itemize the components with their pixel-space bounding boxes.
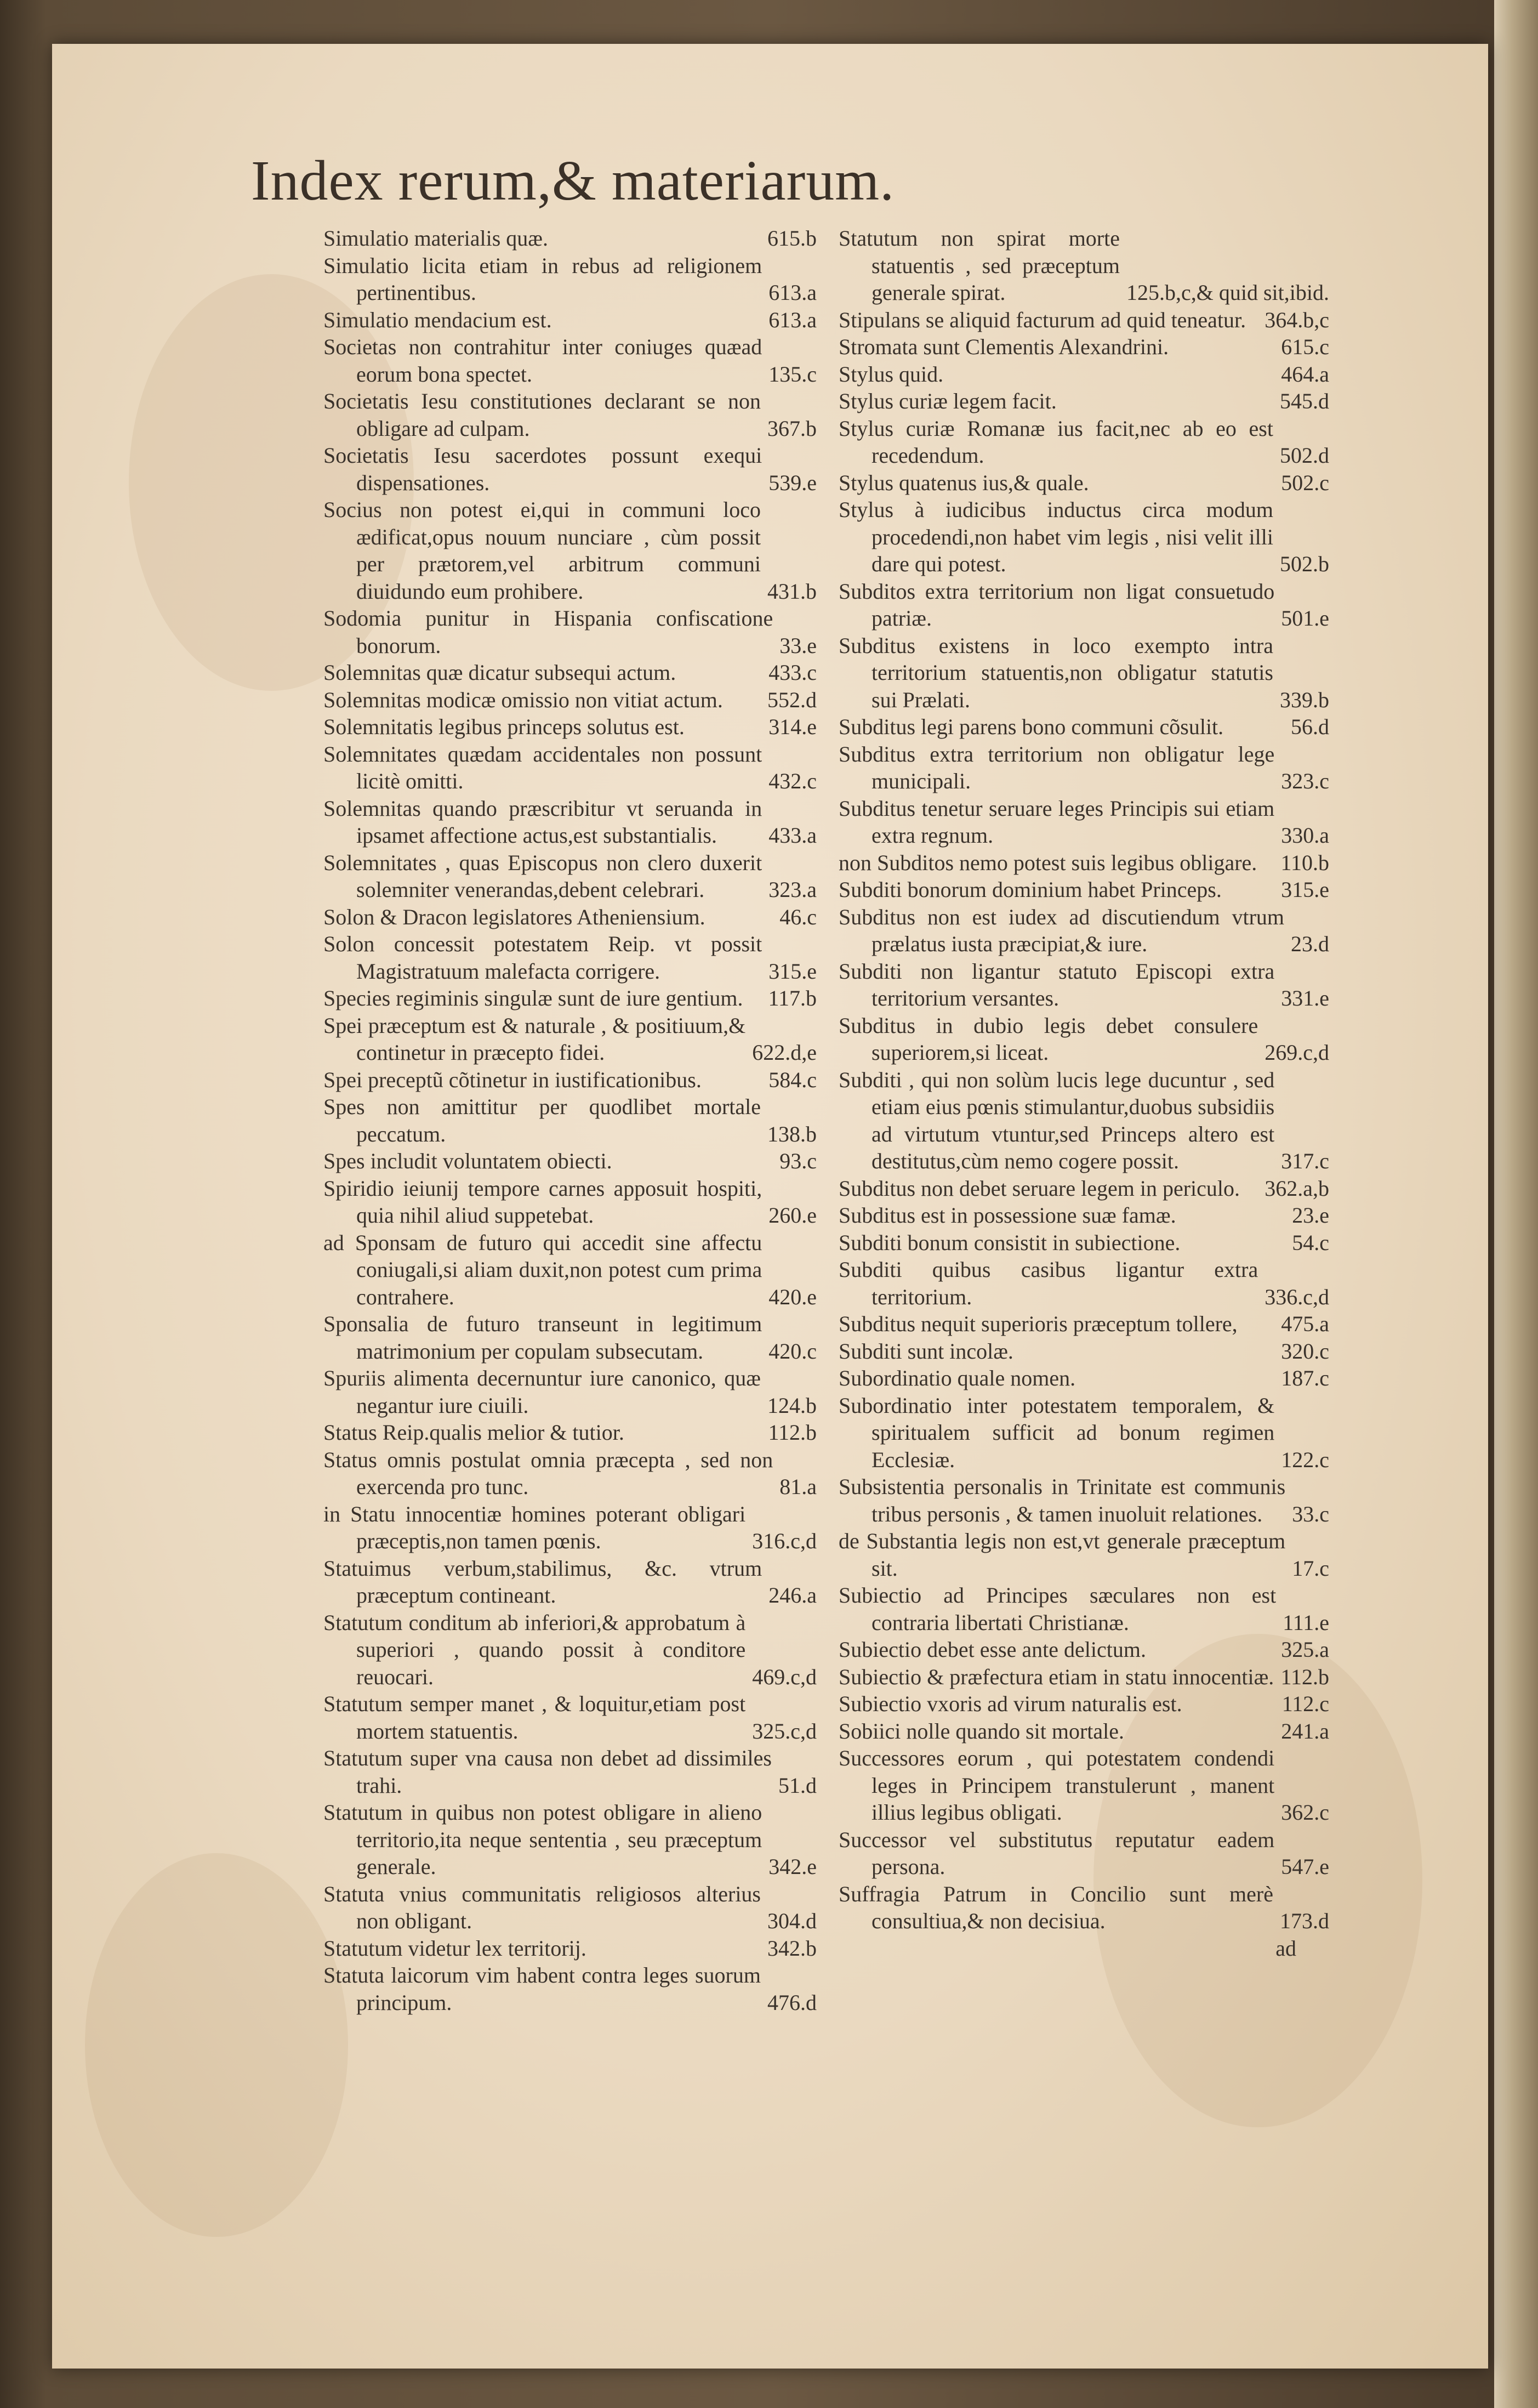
index-entry-text: Stylus à iudicibus inductus circa modum procedendi,non habet vim legis , nisi velit illi dare qui potest.	[839, 497, 1273, 576]
index-entry	[839, 1690, 1329, 1718]
index-entry-text: Subditus in dubio legis debet consulere superiorem,si liceat.	[839, 1013, 1258, 1065]
index-entry-text: Solemnitatis legibus princeps solutus est.	[323, 714, 685, 739]
index-entry-page-ref: 323.c	[1281, 769, 1329, 793]
index-entry-text: Subiectio vxoris ad virum naturalis est.	[839, 1691, 1182, 1716]
index-entry-page-ref: 469.c,d	[752, 1664, 817, 1689]
index-entry-page-ref: 362.c	[1281, 1800, 1329, 1825]
index-entry-page-ref: 420.c	[768, 1338, 817, 1364]
index-entry-text: Subiectio & præfectura etiam in statu innocentiæ.	[839, 1664, 1274, 1689]
index-entry-page-ref: 260.e	[768, 1203, 817, 1228]
index-entry-text: Sponsalia de futuro transeunt in legitimum matrimonium per copulam subsecutam.	[323, 1311, 762, 1364]
index-entry-text: Societatis Iesu constitutiones declarant se non obligare ad culpam.	[323, 389, 761, 441]
index-entry	[323, 904, 817, 931]
index-entry-page-ref: 317.c	[1281, 1149, 1329, 1173]
index-entry-text: Subsistentia personalis in Trinitate est communis tribus personis , & tamen inuoluit relationes.	[839, 1474, 1286, 1526]
index-entry-text: Subditi bonorum dominium habet Princeps.	[839, 877, 1222, 902]
page-title: Index rerum,& materiarum.	[250, 149, 895, 212]
index-entry	[839, 1718, 1329, 1745]
index-entry	[839, 1066, 1329, 1175]
index-entry-text: Stylus quid.	[839, 361, 944, 387]
index-entry-page-ref: 315.e	[768, 958, 817, 984]
index-entry-text: non Subditos nemo potest suis legibus obligare.	[839, 850, 1257, 875]
index-entry-text: Subditi sunt incolæ.	[839, 1338, 1013, 1364]
index-entry-page-ref: 539.e	[768, 470, 817, 495]
index-entry-page-ref: 56.d	[1291, 714, 1329, 739]
index-entry-text: Spes non amittitur per quodlibet mortale peccatum.	[323, 1094, 761, 1146]
index-entry-page-ref: 547.e	[1281, 1854, 1329, 1879]
index-entry	[323, 1175, 817, 1229]
index-entry	[323, 1881, 817, 1935]
index-entry-page-ref: 110.b	[1280, 850, 1329, 875]
index-entry-page-ref: 54.c	[1292, 1230, 1329, 1255]
index-entry-page-ref: 475.a	[1281, 1311, 1329, 1336]
left-index-column	[323, 225, 817, 2016]
index-entry-text: Statutum videtur lex territorij.	[323, 1935, 586, 1961]
index-entry-page-ref: 81.a	[779, 1474, 817, 1499]
index-entry	[323, 795, 817, 849]
index-entry-text: Spei præceptum est & naturale , & positiuum,& continetur in præcepto fidei.	[323, 1013, 746, 1065]
index-entry-text: Suffragia Patrum in Concilio sunt merè consultiua,& non decisiua.	[839, 1881, 1273, 1933]
index-entry-text: Subditus nequit superioris præceptum tollere,	[839, 1311, 1238, 1336]
index-entry	[839, 958, 1329, 1012]
index-entry-page-ref: 93.c	[779, 1149, 817, 1173]
index-entry-text: Status Reip.qualis melior & tutior.	[323, 1420, 624, 1445]
index-entry	[323, 849, 817, 904]
index-entry	[323, 1012, 817, 1066]
index-entry-page-ref: 17.c	[1292, 1555, 1329, 1581]
index-entry-text: Successores eorum , qui potestatem condendi leges in Principem transtulerunt , manent illius legibus obligati.	[839, 1746, 1275, 1825]
index-entry-page-ref: 339.b	[1280, 687, 1329, 712]
index-entry-text: Statuta vnius communitatis religiosos alterius non obligant.	[323, 1881, 761, 1933]
index-entry-text: Stylus quatenus ius,& quale.	[839, 470, 1089, 495]
index-entry-page-ref: 501.e	[1281, 606, 1329, 631]
index-entry-page-ref: 432.c	[768, 769, 817, 793]
index-entry-text: Subditus non debet seruare legem in periculo.	[839, 1175, 1240, 1201]
index-entry-page-ref: 187.c	[1281, 1366, 1329, 1390]
index-entry-page-ref: 246.a	[768, 1583, 817, 1608]
right-index-column	[839, 225, 1329, 1962]
index-entry	[839, 1365, 1329, 1392]
paper-stain	[85, 1853, 348, 2237]
index-entry	[839, 1338, 1329, 1365]
index-entry-page-ref: 124.b	[767, 1393, 817, 1418]
index-entry-page-ref: 331.e	[1281, 986, 1329, 1010]
index-entry	[839, 306, 1329, 334]
index-entry-page-ref: 173.d	[1280, 1909, 1329, 1933]
index-entry-page-ref: 325.a	[1281, 1637, 1329, 1662]
index-entry-page-ref: 46.c	[779, 904, 817, 929]
index-entry	[839, 1310, 1329, 1338]
index-entry-page-ref: 433.a	[768, 823, 817, 848]
index-entry-page-ref: 502.d	[1280, 443, 1329, 468]
index-entry-text: Statutum super vna causa non debet ad dissimiles trahi.	[323, 1746, 772, 1798]
index-entry	[839, 1745, 1329, 1826]
index-entry-page-ref: 269.c,d	[1264, 1040, 1329, 1065]
index-entry-text: Subordinatio inter potestatem temporalem, & spiritualem sufficit ad bonum regimen Ecclesiæ.	[839, 1393, 1275, 1472]
index-entry-page-ref: 23.d	[1291, 932, 1329, 956]
index-entry-text: Spes includit voluntatem obiecti.	[323, 1149, 612, 1173]
index-entry-text: Statuimus verbum,stabilimus, &c. vtrum præceptum contineant.	[323, 1555, 762, 1608]
index-entry-text: Species regiminis singulæ sunt de iure gentium.	[323, 986, 743, 1010]
index-entry	[323, 1745, 817, 1799]
index-entry	[839, 225, 1329, 306]
index-entry-text: Statutum semper manet , & loquitur,etiam post mortem statuentis.	[323, 1691, 746, 1743]
book-spine-edge	[1494, 0, 1538, 2408]
index-entry	[323, 1962, 817, 2016]
index-entry-text: in Statu innocentiæ homines poterant obligari præceptis,non tamen pœnis.	[323, 1501, 746, 1553]
index-entry-text: Subditi non ligantur statuto Episcopi extra territorium versantes.	[839, 958, 1275, 1010]
index-entry-text: Solemnitates quædam accidentales non possunt licitè omitti.	[323, 741, 762, 793]
index-entry-page-ref: 336.c,d	[1264, 1284, 1329, 1309]
index-entry	[323, 1501, 817, 1555]
index-entry-page-ref: 241.a	[1281, 1718, 1329, 1743]
index-entry-page-ref: 315.e	[1281, 877, 1329, 902]
index-entry	[839, 1663, 1329, 1691]
index-entry	[323, 1093, 817, 1148]
index-entry	[323, 1365, 817, 1419]
index-entry-text: Subditi quibus casibus ligantur extra territorium.	[839, 1257, 1258, 1309]
index-entry	[323, 333, 817, 388]
index-entry-text: Subiectio ad Principes sæculares non est contraria libertati Christianæ.	[839, 1583, 1277, 1635]
index-entry	[839, 904, 1329, 958]
index-entry-text: Sodomia punitur in Hispania confiscatione bonorum.	[323, 606, 773, 658]
index-entry	[323, 306, 817, 334]
index-entry-text: Stipulans se aliquid facturum ad quid teneatur.	[839, 307, 1246, 332]
index-entry-page-ref: 125.b,c,& quid sit,ibid.	[1126, 280, 1329, 305]
index-entry-text: Successor vel substitutus reputatur eadem persona.	[839, 1827, 1275, 1879]
index-entry-page-ref: 613.a	[768, 307, 817, 332]
index-entry	[839, 496, 1329, 578]
index-entry	[839, 1473, 1329, 1527]
index-entry-page-ref: 420.e	[768, 1284, 817, 1309]
index-entry	[839, 333, 1329, 361]
index-entry-page-ref: 433.c	[768, 660, 817, 685]
index-entry	[323, 1446, 817, 1501]
index-entry	[323, 930, 817, 985]
index-entry-page-ref: 51.d	[778, 1773, 817, 1798]
index-entry-page-ref: 502.c	[1281, 470, 1329, 495]
index-entry	[839, 795, 1329, 849]
index-entry	[839, 1636, 1329, 1663]
index-entry	[839, 1582, 1329, 1636]
index-entry	[839, 1527, 1329, 1582]
index-entry	[323, 1609, 817, 1691]
index-entry	[839, 632, 1329, 714]
index-entry-text: ad Sponsam de futuro qui accedit sine affectu coniugali,si aliam duxit,non potest cum prima contrahere.	[323, 1230, 762, 1309]
index-entry-text: Statutum conditum ab inferiori,& approbatum à superiori , quando possit à conditore reuocari.	[323, 1610, 746, 1689]
index-entry-page-ref: 112.b	[768, 1420, 817, 1445]
index-entry	[839, 741, 1329, 795]
index-entry-page-ref: 111.e	[1283, 1610, 1329, 1635]
index-entry-text: Statuta laicorum vim habent contra leges suorum principum.	[323, 1963, 761, 2015]
index-entry	[839, 469, 1329, 497]
index-entry	[323, 252, 817, 306]
index-entry-page-ref: 135.c	[768, 361, 817, 387]
index-entry-text: Stromata sunt Clementis Alexandrini.	[839, 334, 1169, 359]
index-entry-text: Subiectio debet esse ante delictum.	[839, 1637, 1146, 1662]
index-entry-text: Statutum in quibus non potest obligare in alieno territorio,ita neque sententia , seu præceptum generale.	[323, 1800, 762, 1879]
index-entry-text: Spiridio ieiunij tempore carnes apposuit hospiti, quia nihil aliud suppetebat.	[323, 1175, 762, 1228]
index-entry-page-ref: 476.d	[767, 1990, 817, 2015]
index-entry-text: Simulatio mendacium est.	[323, 307, 552, 332]
index-entry-text: Subditos extra territorium non ligat consuetudo patriæ.	[839, 578, 1275, 631]
index-entry-text: Subditus existens in loco exempto intra territorium statuentis,non obligatur statutis sui Prælati.	[839, 633, 1273, 712]
index-entry-text: Subditi bonum consistit in subiectione.	[839, 1230, 1181, 1255]
index-entry-page-ref: 502.b	[1280, 552, 1329, 576]
index-entry	[323, 1799, 817, 1881]
index-entry	[839, 1881, 1329, 1935]
index-entry-text: Solemnitas quæ dicatur subsequi actum.	[323, 660, 676, 685]
index-entry	[839, 1392, 1329, 1474]
index-entry-text: Solemnitates , quas Episcopus non clero duxerit solemniter venerandas,debent celebrari.	[323, 850, 762, 902]
index-entry	[323, 1419, 817, 1446]
index-entry	[323, 605, 817, 659]
index-entry-text: de Substantia legis non est,vt generale præceptum sit.	[839, 1529, 1286, 1581]
index-entry-text: Solon concessit potestatem Reip. vt possit Magistratuum malefacta corrigere.	[323, 932, 762, 984]
index-entry	[323, 1066, 817, 1094]
index-entry	[323, 442, 817, 496]
index-entry	[839, 1012, 1329, 1066]
index-entry	[839, 849, 1329, 877]
index-entry-page-ref: 464.a	[1281, 361, 1329, 387]
index-entry-page-ref: 117.b	[768, 986, 817, 1010]
index-entry-text: Solemnitas quando præscribitur vt seruanda in ipsamet affectione actus,est substantialis.	[323, 796, 762, 848]
index-entry	[839, 876, 1329, 904]
index-entry-text: Subditus tenetur seruare leges Principis sui etiam extra regnum.	[839, 796, 1275, 848]
index-entry-page-ref: 316.c,d	[752, 1529, 817, 1553]
index-entry	[839, 1229, 1329, 1257]
index-entry-page-ref: 364.b,c	[1264, 307, 1329, 332]
index-entry	[323, 1310, 817, 1365]
index-entry-page-ref: 367.b	[767, 416, 817, 441]
index-entry-page-ref: 330.a	[1281, 823, 1329, 848]
index-entry-page-ref: 613.a	[768, 280, 817, 305]
index-entry	[839, 578, 1329, 632]
index-entry	[839, 361, 1329, 388]
index-entry	[323, 659, 817, 686]
index-entry-page-ref: 314.e	[768, 714, 817, 739]
index-entry-page-ref: 362.a,b	[1264, 1175, 1329, 1201]
index-entry	[839, 1202, 1329, 1229]
index-entry-text: Solon & Dracon legislatores Atheniensium.	[323, 904, 705, 929]
index-entry-page-ref: 615.b	[767, 226, 817, 251]
index-entry-text: Societas non contrahitur inter coniuges quæad eorum bona spectet.	[323, 334, 762, 387]
index-entry-page-ref: 33.c	[1292, 1501, 1329, 1526]
index-entry-page-ref: 342.e	[768, 1854, 817, 1879]
index-entry-text: Simulatio licita etiam in rebus ad religionem pertinentibus.	[323, 253, 762, 305]
index-entry-text: Simulatio materialis quæ.	[323, 226, 548, 251]
index-entry-text: Subditus non est iudex ad discutiendum vtrum prælatus iusta præcipiat,& iure.	[839, 904, 1284, 956]
index-entry	[323, 496, 817, 605]
index-entry-text: Statutum non spirat morte statuentis , sed præceptum generale spirat.	[839, 226, 1120, 305]
index-entry	[323, 1555, 817, 1609]
index-entry-page-ref: 552.d	[767, 687, 817, 712]
index-entry-page-ref: 112.b	[1280, 1664, 1329, 1689]
index-entry-page-ref: 33.e	[779, 633, 817, 658]
index-entry	[323, 713, 817, 741]
index-entry-page-ref: 325.c,d	[752, 1718, 817, 1743]
index-entry-text: Solemnitas modicæ omissio non vitiat actum.	[323, 687, 723, 712]
index-entry-page-ref: 122.c	[1281, 1447, 1329, 1472]
index-entry-text: Subordinatio quale nomen.	[839, 1366, 1076, 1390]
index-entry-text: Subditus est in possessione suæ famæ.	[839, 1203, 1176, 1228]
index-entry-page-ref: 622.d,e	[752, 1040, 817, 1065]
index-entry-page-ref: 323.a	[768, 877, 817, 902]
index-entry-text: Subditi , qui non solùm lucis lege ducuntur , sed etiam eius pœnis stimulantur,duobus subsidiis ad virtutum vtuntur,sed Princeps altero est destitutus,cùm nemo cogere possit.	[839, 1067, 1275, 1173]
index-entry	[839, 1175, 1329, 1202]
index-entry-text: Spei preceptũ cõtinetur in iustificationibus.	[323, 1067, 702, 1092]
index-entry-text: Socius non potest ei,qui in communi loco ædificat,opus nouum nunciare , cùm possit per prætorem,vel arbitrum communi diuidundo eum prohibere.	[323, 497, 761, 604]
index-entry-page-ref: 615.c	[1281, 334, 1329, 359]
index-entry-text: Societatis Iesu sacerdotes possunt exequi dispensationes.	[323, 443, 762, 495]
index-entry-text: Stylus curiæ Romanæ ius facit,nec ab eo est recedendum.	[839, 416, 1273, 468]
index-entry	[839, 415, 1329, 469]
index-entry-text: Stylus curiæ legem facit.	[839, 389, 1057, 413]
index-entry	[323, 388, 817, 442]
index-entry-page-ref: 545.d	[1280, 389, 1329, 413]
index-entry-page-ref: 431.b	[767, 578, 817, 604]
index-entry	[323, 1935, 817, 1962]
index-entry-page-ref: 342.b	[767, 1935, 817, 1961]
index-entry	[323, 225, 817, 252]
index-entry	[839, 713, 1329, 741]
index-entry	[323, 741, 817, 795]
index-entry-page-ref: 138.b	[767, 1121, 817, 1146]
index-entry-text: Spuriis alimenta decernuntur iure canonico, quæ negantur iure ciuili.	[323, 1366, 761, 1418]
index-entry	[839, 1256, 1329, 1310]
index-entry-text: Status omnis postulat omnia præcepta , sed non exercenda pro tunc.	[323, 1447, 773, 1499]
catchword: ad	[1275, 1935, 1296, 1961]
index-entry	[839, 1826, 1329, 1881]
index-entry-page-ref: 320.c	[1281, 1338, 1329, 1364]
index-entry	[323, 686, 817, 714]
index-entry	[323, 1690, 817, 1745]
index-entry	[839, 388, 1329, 415]
index-entry-page-ref: 112.c	[1281, 1691, 1329, 1716]
index-entry	[323, 985, 817, 1012]
index-entry-text: Subditus legi parens bono communi cõsulit.	[839, 714, 1224, 739]
index-entry-text: Sobiici nolle quando sit mortale.	[839, 1718, 1125, 1743]
index-entry	[323, 1148, 817, 1175]
index-entry	[323, 1229, 817, 1311]
index-entry-page-ref: 584.c	[768, 1067, 817, 1092]
index-entry-page-ref: 304.d	[767, 1909, 817, 1933]
index-entry-text: Subditus extra territorium non obligatur lege municipali.	[839, 741, 1275, 793]
index-entry-page-ref: 23.e	[1292, 1203, 1329, 1228]
